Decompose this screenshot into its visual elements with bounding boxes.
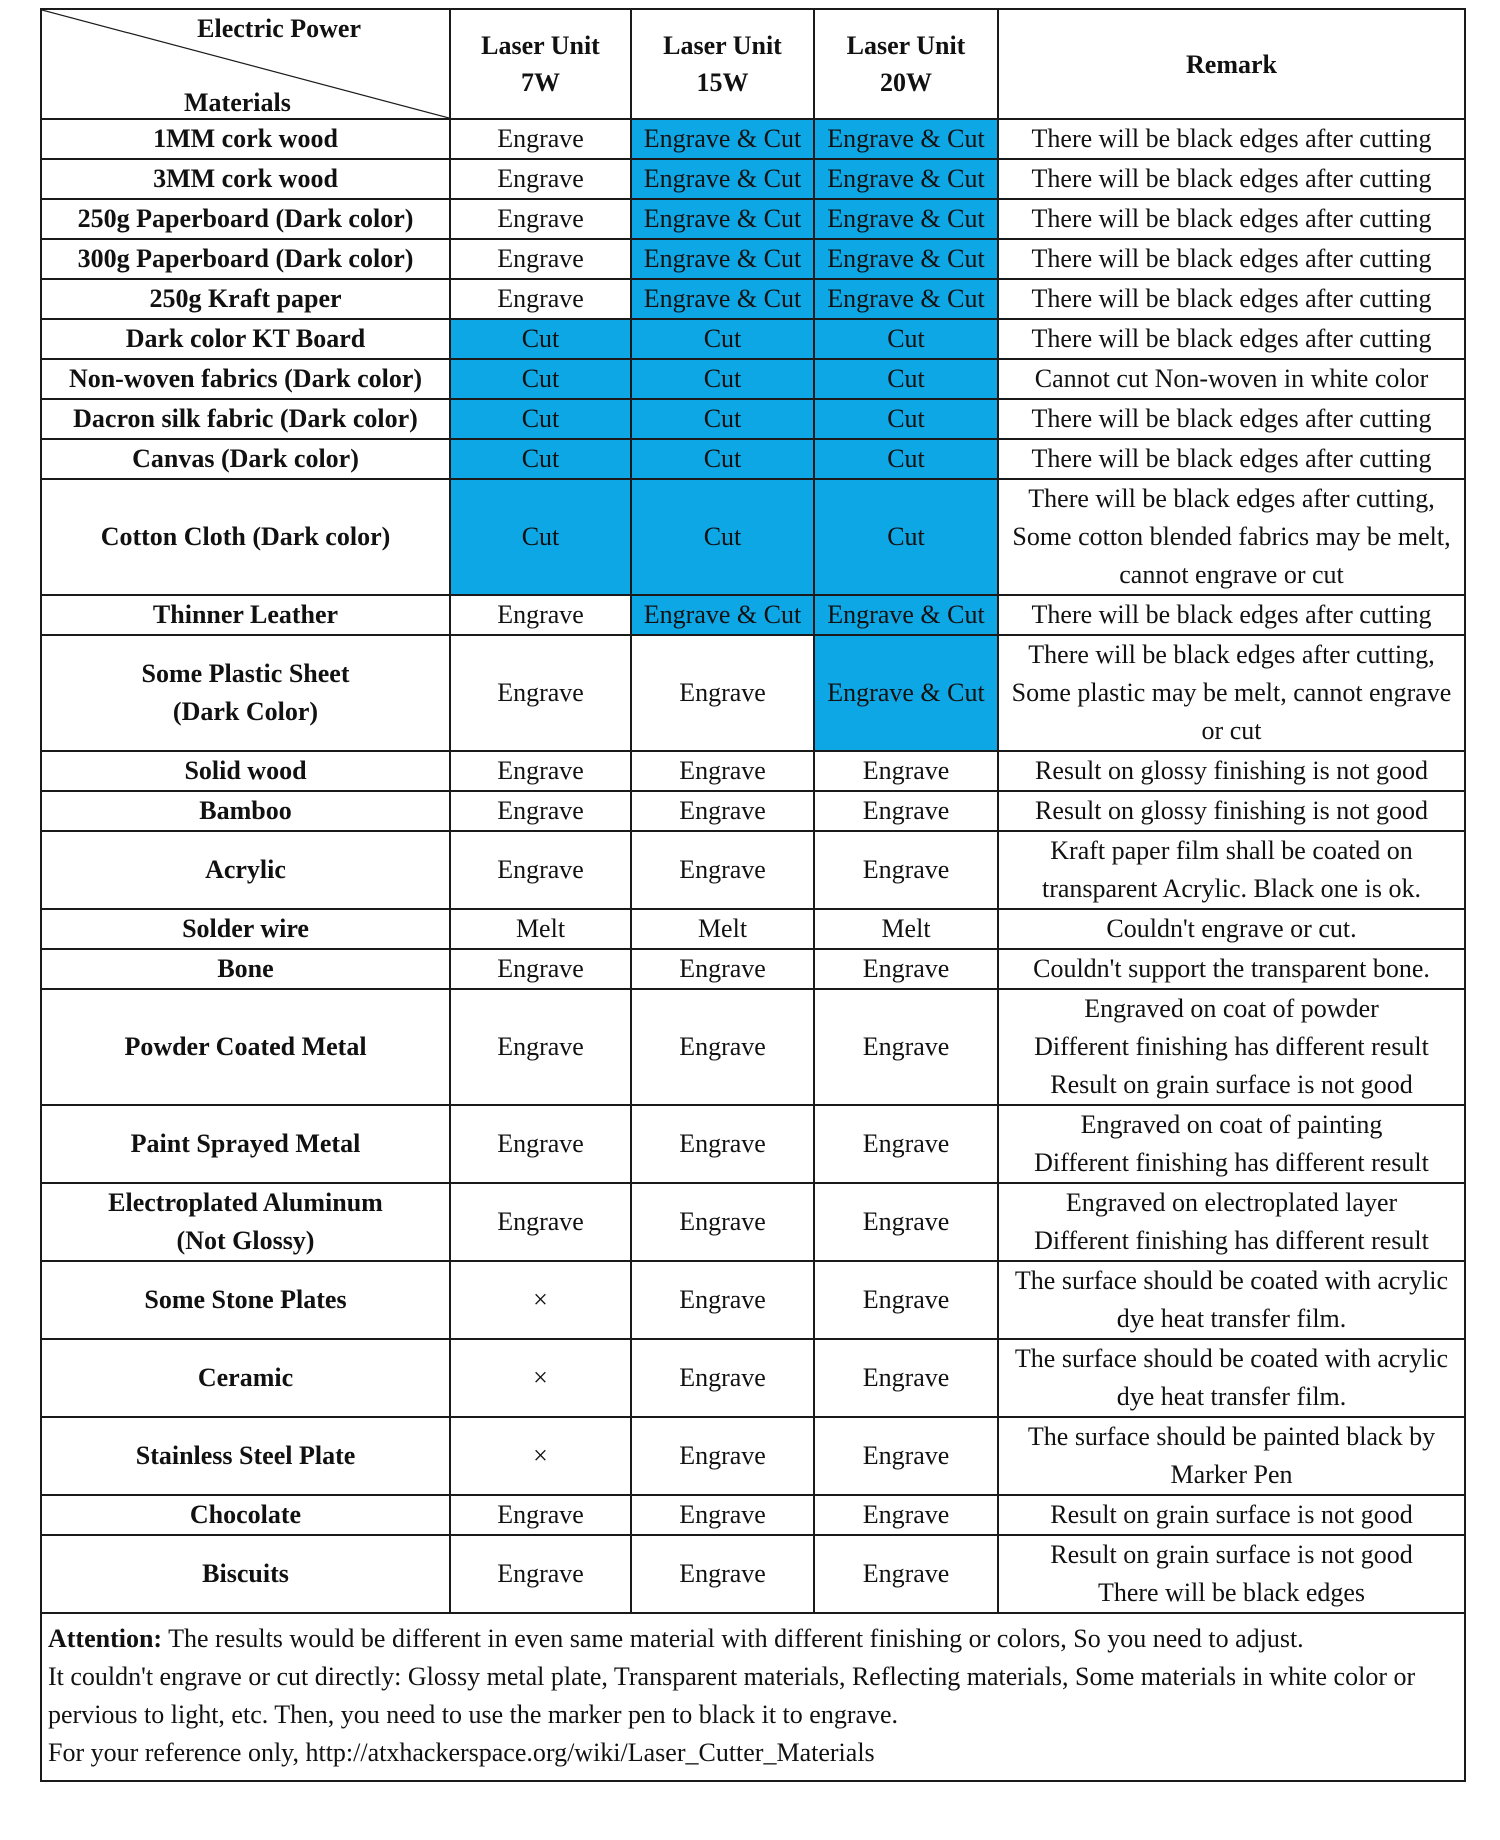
material-name: (Not Glossy) — [176, 1226, 315, 1255]
capability-20w-cell: Engrave — [814, 989, 998, 1105]
capability-15w-cell: Engrave & Cut — [631, 595, 814, 635]
attention-label: Attention: — [48, 1624, 163, 1653]
remark-cell — [998, 595, 1465, 635]
capability-20w-cell: Engrave — [814, 949, 998, 989]
capability-20w-cell: Engrave — [814, 831, 998, 909]
attention-line-2: It couldn't engrave or cut directly: Glossy metal plate, Transparent materials, Reflecting materials, Some materials in white color or pervious to light, etc. Then, you need to use the marker pen to black it to engrave. — [48, 1662, 1416, 1729]
remark-line: There will be black edges after cutting — [1031, 244, 1432, 273]
material-name: Paint Sprayed Metal — [130, 1129, 361, 1158]
table-row — [41, 279, 1465, 319]
capability-7w-cell: Cut — [450, 319, 631, 359]
capability-7w-cell: Cut — [450, 439, 631, 479]
capability-7w-cell: Engrave — [450, 239, 631, 279]
remark-cell — [998, 479, 1465, 595]
capability-7w-cell: Engrave — [450, 279, 631, 319]
material-cell — [41, 1495, 450, 1535]
capability-7w-cell: Engrave — [450, 119, 631, 159]
capability-15w-cell: Engrave — [631, 791, 814, 831]
remark-cell — [998, 1183, 1465, 1261]
remark-line: There will be black edges after cutting — [1031, 124, 1432, 153]
capability-20w-cell: Engrave & Cut — [814, 279, 998, 319]
remark-line: There will be black edges after cutting — [1031, 284, 1432, 313]
column-header-power: 7W — [521, 68, 560, 97]
remark-cell — [998, 1495, 1465, 1535]
table-row — [41, 119, 1465, 159]
material-name: Ceramic — [197, 1363, 294, 1392]
attention-line-1 — [48, 1620, 1458, 1658]
material-cell — [41, 791, 450, 831]
remark-line: Engraved on electroplated layer — [1065, 1188, 1398, 1217]
capability-20w-cell: Engrave — [814, 1183, 998, 1261]
material-cell — [41, 1183, 450, 1261]
table-row — [41, 479, 1465, 595]
capability-20w-cell: Engrave & Cut — [814, 239, 998, 279]
capability-20w-cell: Engrave — [814, 1417, 998, 1495]
remark-cell — [998, 909, 1465, 949]
remark-cell — [998, 1417, 1465, 1495]
capability-15w-cell: Engrave — [631, 751, 814, 791]
capability-20w-cell: Cut — [814, 319, 998, 359]
remark-line: Couldn't engrave or cut. — [1106, 914, 1357, 943]
material-name: Non-woven fabrics (Dark color) — [68, 364, 423, 393]
attention-section — [41, 1613, 1465, 1781]
remark-cell — [998, 989, 1465, 1105]
table-row — [41, 1105, 1465, 1183]
capability-20w-cell: Engrave — [814, 791, 998, 831]
material-name: Bone — [217, 954, 274, 983]
table-row — [41, 1339, 1465, 1417]
remark-line: There will be black edges after cutting — [1031, 204, 1432, 233]
capability-7w-cell: Engrave — [450, 751, 631, 791]
column-header-power: 15W — [696, 68, 749, 97]
material-name: Some Plastic Sheet — [141, 659, 350, 688]
table-row — [41, 439, 1465, 479]
remark-line: Marker Pen — [1170, 1460, 1293, 1489]
material-cell — [41, 399, 450, 439]
table-row — [41, 359, 1465, 399]
remark-line: Result on grain surface is not good — [1050, 1070, 1413, 1099]
capability-7w-cell: Engrave — [450, 159, 631, 199]
remark-cell — [998, 279, 1465, 319]
capability-15w-cell: Engrave — [631, 1183, 814, 1261]
capability-15w-cell: Engrave & Cut — [631, 239, 814, 279]
table-row — [41, 791, 1465, 831]
remark-cell — [998, 319, 1465, 359]
column-header-line: Laser Unit — [481, 31, 600, 60]
remark-line: Result on grain surface is not good — [1050, 1540, 1413, 1569]
capability-7w-cell: Cut — [450, 359, 631, 399]
table-row — [41, 1261, 1465, 1339]
table-row — [41, 1535, 1465, 1613]
remark-line: Result on glossy finishing is not good — [1035, 756, 1428, 785]
material-cell — [41, 595, 450, 635]
table-row — [41, 949, 1465, 989]
column-header-line: Laser Unit — [663, 31, 782, 60]
capability-7w-cell: Engrave — [450, 831, 631, 909]
capability-20w-cell: Engrave — [814, 751, 998, 791]
capability-7w-cell: Engrave — [450, 791, 631, 831]
remark-line: Couldn't support the transparent bone. — [1033, 954, 1430, 983]
remark-cell — [998, 1261, 1465, 1339]
remark-line: The surface should be painted black by — [1027, 1422, 1436, 1451]
remark-line: Different finishing has different result — [1034, 1226, 1429, 1255]
capability-15w-cell: Engrave — [631, 989, 814, 1105]
capability-7w-cell: Melt — [450, 909, 631, 949]
capability-7w-cell: Cut — [450, 399, 631, 439]
remark-cell — [998, 359, 1465, 399]
capability-20w-cell: Melt — [814, 909, 998, 949]
capability-7w-cell: × — [450, 1339, 631, 1417]
capability-7w-cell: Engrave — [450, 1183, 631, 1261]
capability-7w-cell: Engrave — [450, 595, 631, 635]
capability-15w-cell: Engrave & Cut — [631, 119, 814, 159]
capability-15w-cell: Engrave — [631, 1417, 814, 1495]
material-name: Cotton Cloth (Dark color) — [100, 522, 391, 551]
material-name: Stainless Steel Plate — [135, 1441, 356, 1470]
remark-line: transparent Acrylic. Black one is ok. — [1041, 874, 1422, 903]
capability-20w-cell: Engrave & Cut — [814, 595, 998, 635]
material-name: Canvas (Dark color) — [132, 444, 359, 473]
remark-cell — [998, 239, 1465, 279]
remark-line: There will be black edges after cutting — [1031, 600, 1432, 629]
remark-line: There will be black edges — [1097, 1578, 1366, 1607]
capability-7w-cell: Engrave — [450, 949, 631, 989]
material-name: 300g Paperboard (Dark color) — [77, 244, 414, 273]
corner-header-cell — [41, 9, 450, 119]
material-cell — [41, 479, 450, 595]
material-name: Biscuits — [202, 1559, 289, 1588]
material-name: 3MM cork wood — [153, 164, 338, 193]
table-row — [41, 831, 1465, 909]
table-row — [41, 239, 1465, 279]
material-name: (Dark Color) — [172, 697, 319, 726]
capability-7w-cell: × — [450, 1261, 631, 1339]
remark-line: Some cotton blended fabrics may be melt, — [1012, 522, 1451, 551]
capability-15w-cell: Cut — [631, 439, 814, 479]
material-cell — [41, 439, 450, 479]
remark-line: Engraved on coat of painting — [1080, 1110, 1383, 1139]
capability-7w-cell: Engrave — [450, 989, 631, 1105]
remark-cell — [998, 751, 1465, 791]
material-name: Solid wood — [184, 756, 307, 785]
remark-line: Result on grain surface is not good — [1050, 1500, 1413, 1529]
material-name: Solder wire — [182, 914, 309, 943]
remark-cell — [998, 199, 1465, 239]
remark-line: The surface should be coated with acrylic — [1014, 1344, 1449, 1373]
attention-note — [41, 1613, 1465, 1781]
remark-line: Kraft paper film shall be coated on — [1050, 836, 1413, 865]
capability-15w-cell: Cut — [631, 319, 814, 359]
capability-15w-cell: Engrave — [631, 1105, 814, 1183]
capability-15w-cell: Cut — [631, 479, 814, 595]
material-name: 250g Kraft paper — [149, 284, 342, 313]
capability-15w-cell: Engrave & Cut — [631, 159, 814, 199]
material-cell — [41, 635, 450, 751]
material-name: Chocolate — [189, 1500, 302, 1529]
material-name: Bamboo — [199, 796, 292, 825]
column-header-20w — [814, 9, 998, 119]
material-cell — [41, 1105, 450, 1183]
capability-7w-cell: Engrave — [450, 199, 631, 239]
capability-20w-cell: Engrave & Cut — [814, 635, 998, 751]
corner-label-electric-power: Electric Power — [197, 14, 361, 43]
capability-15w-cell: Engrave & Cut — [631, 279, 814, 319]
material-cell — [41, 319, 450, 359]
table-row — [41, 595, 1465, 635]
column-header-remark: Remark — [998, 9, 1465, 119]
capability-15w-cell: Engrave & Cut — [631, 199, 814, 239]
material-cell — [41, 119, 450, 159]
capability-15w-cell: Engrave — [631, 1535, 814, 1613]
material-cell — [41, 279, 450, 319]
material-name: Powder Coated Metal — [124, 1032, 367, 1061]
table-row — [41, 199, 1465, 239]
capability-15w-cell: Engrave — [631, 1495, 814, 1535]
capability-7w-cell: Engrave — [450, 1105, 631, 1183]
header-row — [41, 9, 1465, 119]
capability-20w-cell: Engrave — [814, 1339, 998, 1417]
remark-line: Result on glossy finishing is not good — [1035, 796, 1428, 825]
table-row — [41, 159, 1465, 199]
capability-20w-cell: Engrave — [814, 1261, 998, 1339]
material-cell — [41, 199, 450, 239]
column-header-power: 20W — [880, 68, 932, 97]
remark-cell — [998, 831, 1465, 909]
materials-table-container — [40, 8, 1464, 1782]
capability-15w-cell: Cut — [631, 359, 814, 399]
capability-7w-cell: Engrave — [450, 635, 631, 751]
material-cell — [41, 1339, 450, 1417]
capability-20w-cell: Cut — [814, 439, 998, 479]
table-row — [41, 751, 1465, 791]
material-name: Thinner Leather — [152, 600, 339, 629]
remark-line: dye heat transfer film. — [1116, 1304, 1347, 1333]
remark-line: There will be black edges after cutting — [1031, 324, 1432, 353]
capability-20w-cell: Engrave & Cut — [814, 159, 998, 199]
column-header-line: Laser Unit — [846, 31, 966, 60]
material-cell — [41, 949, 450, 989]
remark-line: cannot engrave or cut — [1119, 560, 1344, 589]
capability-15w-cell: Engrave — [631, 1261, 814, 1339]
attention-row — [41, 1613, 1465, 1781]
remark-line: Different finishing has different result — [1034, 1148, 1429, 1177]
capability-20w-cell: Engrave & Cut — [814, 119, 998, 159]
material-cell — [41, 1535, 450, 1613]
remark-line: Cannot cut Non-woven in white color — [1034, 364, 1429, 393]
capability-15w-cell: Engrave — [631, 831, 814, 909]
corner-label-materials: Materials — [184, 88, 291, 117]
laser-materials-table — [40, 8, 1466, 1782]
capability-20w-cell: Engrave & Cut — [814, 199, 998, 239]
remark-line: There will be black edges after cutting, — [1028, 640, 1435, 669]
remark-cell — [998, 399, 1465, 439]
material-cell — [41, 831, 450, 909]
material-cell — [41, 239, 450, 279]
capability-15w-cell: Engrave — [631, 1339, 814, 1417]
material-cell — [41, 1417, 450, 1495]
remark-line: Engraved on coat of powder — [1084, 994, 1379, 1023]
capability-7w-cell: × — [450, 1417, 631, 1495]
remark-cell — [998, 1105, 1465, 1183]
table-row — [41, 1183, 1465, 1261]
capability-20w-cell: Cut — [814, 399, 998, 439]
capability-20w-cell: Engrave — [814, 1535, 998, 1613]
remark-cell — [998, 949, 1465, 989]
remark-line: There will be black edges after cutting — [1031, 404, 1432, 433]
material-cell — [41, 751, 450, 791]
material-cell — [41, 359, 450, 399]
attention-text: The results would be different in even same material with different finishing or colors, So you need to adjust. — [162, 1624, 1304, 1653]
table-row — [41, 989, 1465, 1105]
capability-20w-cell: Engrave — [814, 1495, 998, 1535]
table-row — [41, 1417, 1465, 1495]
table-row — [41, 319, 1465, 359]
table-row — [41, 1495, 1465, 1535]
remark-line: There will be black edges after cutting — [1031, 444, 1432, 473]
remark-line: The surface should be coated with acrylic — [1014, 1266, 1449, 1295]
column-header-15w — [631, 9, 814, 119]
material-cell — [41, 159, 450, 199]
capability-7w-cell: Cut — [450, 479, 631, 595]
material-name: Dark color KT Board — [125, 324, 366, 353]
remark-line: dye heat transfer film. — [1116, 1382, 1347, 1411]
capability-15w-cell: Melt — [631, 909, 814, 949]
material-name: Some Stone Plates — [144, 1285, 347, 1314]
material-name: 250g Paperboard (Dark color) — [77, 204, 414, 233]
remark-cell — [998, 159, 1465, 199]
remark-line: There will be black edges after cutting, — [1028, 484, 1435, 513]
capability-7w-cell: Engrave — [450, 1535, 631, 1613]
remark-cell — [998, 635, 1465, 751]
capability-20w-cell: Engrave — [814, 1105, 998, 1183]
capability-15w-cell: Engrave — [631, 635, 814, 751]
table-row — [41, 909, 1465, 949]
table-body — [41, 9, 1465, 1613]
capability-20w-cell: Cut — [814, 359, 998, 399]
remark-cell — [998, 1339, 1465, 1417]
material-name: 1MM cork wood — [153, 124, 338, 153]
remark-line: There will be black edges after cutting — [1031, 164, 1432, 193]
remark-cell — [998, 1535, 1465, 1613]
material-name: Electroplated Aluminum — [108, 1188, 383, 1217]
remark-line: Some plastic may be melt, cannot engrave — [1011, 678, 1452, 707]
material-cell — [41, 909, 450, 949]
remark-cell — [998, 439, 1465, 479]
column-header-7w — [450, 9, 631, 119]
table-row — [41, 635, 1465, 751]
capability-7w-cell: Engrave — [450, 1495, 631, 1535]
remark-line: or cut — [1201, 716, 1262, 745]
material-name: Acrylic — [205, 855, 286, 884]
material-name: Dacron silk fabric (Dark color) — [73, 404, 418, 433]
remark-cell — [998, 119, 1465, 159]
table-row — [41, 399, 1465, 439]
capability-20w-cell: Cut — [814, 479, 998, 595]
capability-15w-cell: Cut — [631, 399, 814, 439]
attention-line-3: For your reference only, http://atxhackerspace.org/wiki/Laser_Cutter_Materials — [48, 1738, 875, 1767]
capability-15w-cell: Engrave — [631, 949, 814, 989]
remark-cell — [998, 791, 1465, 831]
material-cell — [41, 989, 450, 1105]
remark-line: Different finishing has different result — [1034, 1032, 1429, 1061]
material-cell — [41, 1261, 450, 1339]
